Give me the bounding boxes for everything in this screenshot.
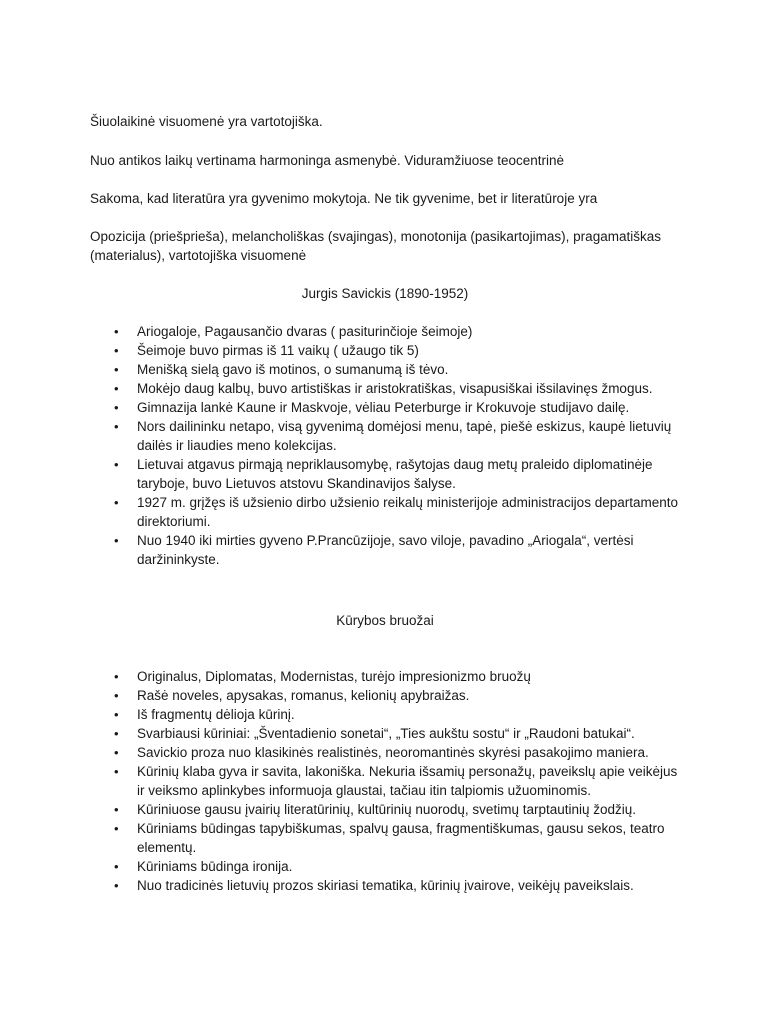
bullet-icon: • [114, 802, 119, 817]
list-item-text: Nuo tradicinės lietuvių prozos skiriasi tematika, kūrinių įvairove, veikėjų paveikslais. [137, 878, 634, 893]
bullet-icon: • [114, 878, 119, 893]
list-item-text: Ariogaloje, Pagausančio dvaras ( pasiturinčioje šeimoje) [137, 324, 473, 339]
list-item-text: Nors dailininku netapo, visą gyvenimą domėjosi menu, tapė, piešė eskizus, kaupė lietuvių dailės ir liaudies meno kolekcijas. [137, 419, 672, 453]
list-item [90, 667, 680, 686]
intro-paragraph-3: Sakoma, kad literatūra yra gyvenimo mokytoja. Ne tik gyvenime, bet ir literatūroje yra [90, 191, 598, 206]
bullet-icon: • [114, 688, 119, 703]
list-item [90, 876, 680, 895]
features-heading: Kūrybos bruožai [336, 613, 434, 628]
bullet-icon: • [114, 726, 119, 741]
bullet-icon: • [114, 821, 119, 836]
list-item-text: Rašė noveles, apysakas, romanus, kelionių apybraižas. [137, 688, 470, 703]
list-item [90, 455, 680, 493]
list-item-text: Menišką sielą gavo iš motinos, o sumanumą iš tėvo. [137, 362, 449, 377]
list-item-text: Kūriniams būdingas tapybiškumas, spalvų gausa, fragmentiškumas, gausu sekos, teatro elementų. [137, 821, 665, 855]
bullet-icon: • [114, 745, 119, 760]
list-item [90, 379, 680, 398]
list-item-text: Svarbiausi kūriniai: „Šventadienio sonetai“, „Ties aukštu sostu“ ir „Raudoni batukai“. [137, 726, 635, 741]
list-item [90, 800, 680, 819]
list-item-text: 1927 m. grįžęs iš užsienio dirbo užsienio reikalų ministerijoje administracijos departamento direktoriumi. [137, 495, 679, 529]
bullet-icon: • [114, 343, 119, 358]
list-item [90, 819, 680, 857]
list-item [90, 360, 680, 379]
bullet-icon: • [114, 419, 119, 434]
intro-paragraph-1: Šiuolaikinė visuomenė yra vartotojiška. [90, 114, 323, 129]
list-item [90, 341, 680, 360]
list-item [90, 493, 680, 531]
list-item-text: Lietuvai atgavus pirmąją nepriklausomybę, rašytojas daug metų praleido diplomatinėje taryboje, buvo Lietuvos atstovu Skandinavijos šalyse. [137, 457, 653, 491]
list-item [90, 398, 680, 417]
list-item [90, 686, 680, 705]
list-item [90, 724, 680, 743]
list-item-text: Kūrinių klaba gyva ir savita, lakoniška. Nekuria išsamių personažų, paveikslų apie veikėjus ir veiksmo aplinkybes informuoja glaustai, tačiau itin talpiomis užuominomis. [137, 764, 678, 798]
list-item-text: Iš fragmentų dėlioja kūrinį. [137, 707, 295, 722]
biography-list [90, 322, 680, 569]
bullet-icon: • [114, 669, 119, 684]
bullet-icon: • [114, 707, 119, 722]
list-item [90, 705, 680, 724]
list-item-text: Mokėjo daug kalbų, buvo artistiškas ir aristokratiškas, visapusiškai išsilavinęs žmogus. [137, 381, 653, 396]
list-item-text: Kūriniuose gausu įvairių literatūrinių, kultūrinių nuorodų, svetimų tarptautinių žodžių. [137, 802, 637, 817]
biography-heading: Jurgis Savickis (1890-1952) [301, 286, 469, 301]
bullet-icon: • [114, 859, 119, 874]
bullet-icon: • [114, 764, 119, 779]
bullet-icon: • [114, 457, 119, 472]
list-item [90, 531, 680, 569]
list-item-text: Kūriniams būdinga ironija. [137, 859, 293, 874]
intro-paragraph-2: Nuo antikos laikų vertinama harmoninga asmenybė. Viduramžiuose teocentrinė [90, 153, 565, 168]
bullet-icon: • [114, 400, 119, 415]
list-item-text: Nuo 1940 iki mirties gyveno P.Prancūzijoje, savo viloje, pavadino „Ariogala“, vertėsi daržininkyste. [137, 533, 634, 567]
bullet-icon: • [114, 495, 119, 510]
intro-paragraph-4: Opozicija (priešprieša), melancholiškas (svajingas), monotonija (pasikartojimas), pragamatiškas (materialus), vartotojiška visuomenė [90, 229, 661, 263]
bullet-icon: • [114, 381, 119, 396]
bullet-icon: • [114, 362, 119, 377]
list-item [90, 417, 680, 455]
list-item-text: Gimnazija lankė Kaune ir Maskvoje, vėliau Peterburge ir Krokuvoje studijavo dailę. [137, 400, 630, 415]
list-item-text: Šeimoje buvo pirmas iš 11 vaikų ( užaugo tik 5) [137, 343, 419, 358]
list-item [90, 743, 680, 762]
list-item [90, 857, 680, 876]
list-item [90, 322, 680, 341]
features-list [90, 667, 680, 895]
bullet-icon: • [114, 324, 119, 339]
list-item-text: Originalus, Diplomatas, Modernistas, turėjo impresionizmo bruožų [137, 669, 531, 684]
list-item-text: Savickio proza nuo klasikinės realistinės, neoromantinės skyrėsi pasakojimo maniera. [137, 745, 649, 760]
list-item [90, 762, 680, 800]
bullet-icon: • [114, 533, 119, 548]
